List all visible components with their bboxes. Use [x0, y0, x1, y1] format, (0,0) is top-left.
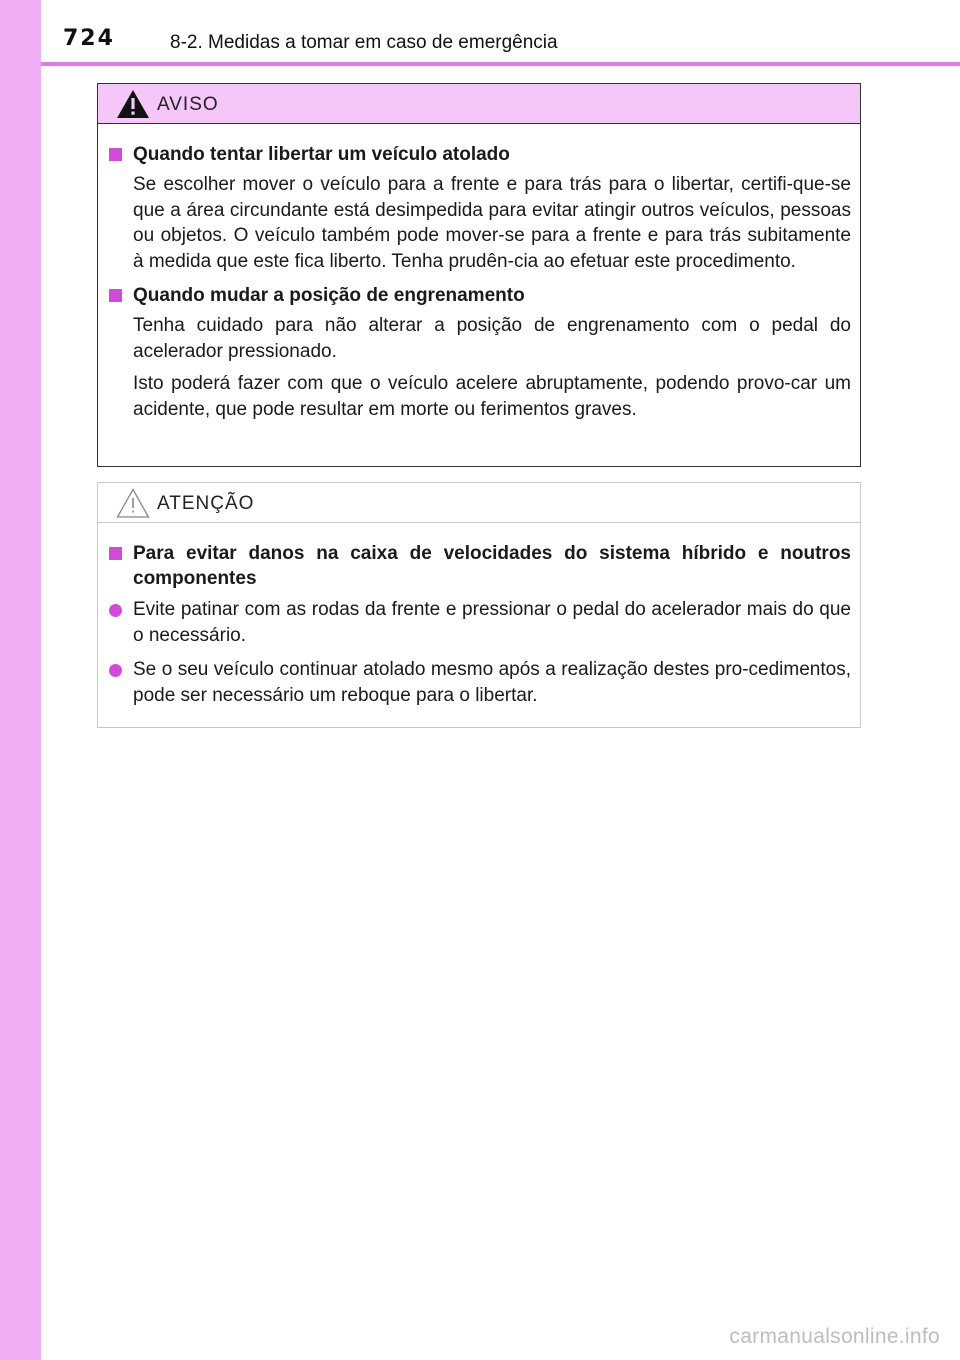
warning-box-body — [98, 124, 860, 422]
caution-bullet-item — [107, 597, 851, 648]
warning-item-title — [107, 283, 851, 308]
warning-box-header — [98, 84, 860, 124]
warning-triangle-icon — [115, 88, 151, 120]
watermark-text: carmanualsonline.info — [729, 1325, 940, 1348]
caution-box-body — [98, 523, 860, 708]
warning-item-title-text: Quando mudar a posição de engrenamento — [133, 285, 525, 306]
warning-box-label: AVISO — [157, 94, 219, 115]
warning-box — [97, 83, 861, 467]
page-number: 724 — [63, 26, 115, 51]
caution-item-title-text: Para evitar danos na caixa de velocidades do sistema híbrido e noutros componentes — [133, 543, 851, 589]
warning-item-title-text: Quando tentar libertar um veículo atolado — [133, 144, 510, 165]
caution-triangle-icon — [115, 487, 151, 519]
caution-bullet-text: Se o seu veículo continuar atolado mesmo após a realização destes pro-cedimentos, pode ser necessário um reboque para o libertar. — [133, 659, 851, 706]
side-color-strip — [0, 0, 41, 1360]
caution-box-label: ATENÇÃO — [157, 493, 255, 514]
caution-bullet-item — [107, 657, 851, 708]
square-bullet-icon — [109, 289, 122, 302]
square-bullet-icon — [109, 148, 122, 161]
caution-item-title — [107, 541, 851, 591]
warning-item-title — [107, 142, 851, 167]
caution-box-header — [98, 483, 860, 523]
section-title: 8-2. Medidas a tomar em caso de emergência — [170, 32, 558, 53]
round-bullet-icon — [109, 664, 122, 677]
caution-box — [97, 482, 861, 728]
caution-bullet-text: Evite patinar com as rodas da frente e pressionar o pedal do acelerador mais do que o necessário. — [133, 599, 851, 646]
header-rule — [41, 62, 960, 66]
warning-paragraph: Isto poderá fazer com que o veículo acelere abruptamente, podendo provo-car um acidente, que pode resultar em morte ou ferimentos graves. — [133, 373, 851, 420]
square-bullet-icon — [109, 547, 122, 560]
warning-paragraph: Tenha cuidado para não alterar a posição de engrenamento com o pedal do acelerador pressionado. — [133, 315, 851, 362]
round-bullet-icon — [109, 604, 122, 617]
warning-paragraph: Se escolher mover o veículo para a frente e para trás para o libertar, certifi-que-se que a área circundante está desimpedida para evitar atingir outros veículos, pessoas ou objetos. O veículo também pode mover-se para a frente e para trás subitamente à medida que este fica liberto. Tenha prudên-cia ao efetuar este procedimento. — [133, 174, 851, 272]
